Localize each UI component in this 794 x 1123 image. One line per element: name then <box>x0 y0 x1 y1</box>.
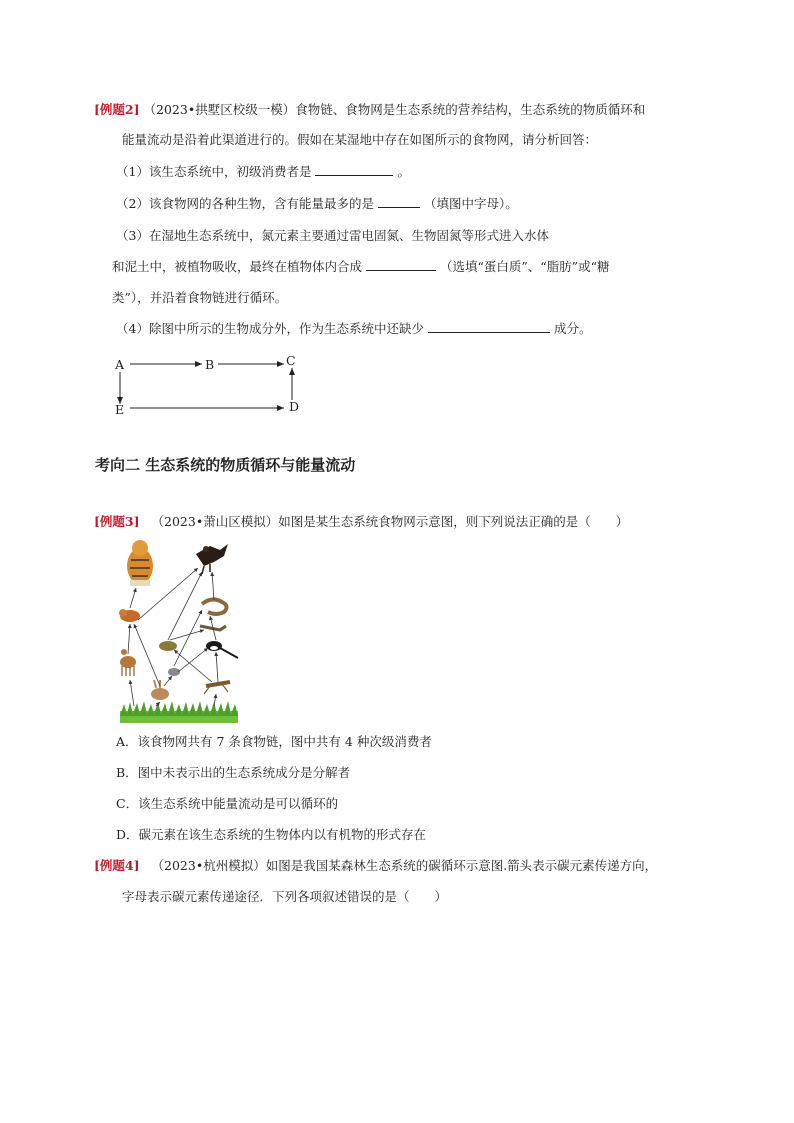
node-a: A <box>115 357 125 372</box>
question-2-text: （2）该食物网的各种生物，含有能量最多的是 <box>116 196 374 211</box>
grass-icon <box>120 701 238 723</box>
grasshopper-icon <box>204 682 230 694</box>
example-3-line-1 <box>94 513 628 531</box>
example-4-stem-1: （2023•杭州模拟）如图是我国某森林生态系统的碳循环示意图.箭头表示碳元素传递方向， <box>151 858 658 873</box>
option-d: D．碳元素在该生态系统的生物体内以有机物的形式存在 <box>116 827 427 842</box>
example-3-stem: （2023•萧山区模拟）如图是某生态系统食物网示意图，则下列说法正确的是（ ） <box>151 514 629 529</box>
example-2-line-1 <box>94 101 645 119</box>
node-e: E <box>115 402 125 417</box>
section-heading: 考向二 生态系统的物质循环与能量流动 <box>95 456 356 474</box>
example-2-stem-1: （2023•拱墅区校级一模）食物链、食物网是生态系统的营养结构，生态系统的物质循环和 <box>143 102 646 117</box>
eagle-icon <box>196 544 228 574</box>
example-4-line-1 <box>94 857 657 875</box>
example-2-line-2 <box>122 131 597 149</box>
question-1-blank <box>315 163 393 176</box>
option-b: B．图中未表示出的生态系统成分是分解者 <box>116 765 351 780</box>
frog-icon <box>159 641 177 651</box>
question-3-text-4: 类”），并沿着食物链进行循环。 <box>112 290 288 305</box>
option-a: A．该食物网共有 7 条食物链，图中共有 4 种次级消费者 <box>116 734 432 749</box>
question-3-text-1: （3）在湿地生态系统中，氮元素主要通过雷电固氮、生物固氮等形式进入水体 <box>116 228 549 243</box>
example-4-line-2 <box>122 888 447 906</box>
example-2-stem-2: 能量流动是沿着此渠道进行的。假如在某湿地中存在如图所示的食物网，请分析回答： <box>122 132 598 147</box>
question-4 <box>116 320 591 338</box>
question-1-text: （1）该生态系统中，初级消费者是 <box>116 164 312 179</box>
question-3-text-2: 和泥土中，被植物吸收，最终在植物体内合成 <box>112 259 363 274</box>
magpie-icon <box>206 641 238 658</box>
question-1-end: 。 <box>397 164 410 179</box>
node-c: C <box>286 353 296 368</box>
node-b: B <box>205 357 215 372</box>
question-3-cont <box>112 258 609 276</box>
question-2 <box>116 195 518 213</box>
food-web-illustration <box>118 536 242 726</box>
question-3-cont-2 <box>112 289 287 307</box>
question-4-end: 成分。 <box>553 321 592 336</box>
question-1 <box>116 163 410 181</box>
snake-icon <box>202 599 227 614</box>
option-c: C．该生态系统中能量流动是可以循环的 <box>116 796 339 811</box>
example-4-tag: [例题4] <box>94 858 140 873</box>
question-3-blank <box>366 258 436 271</box>
tiger-icon <box>127 540 153 586</box>
question-4-blank <box>428 320 550 333</box>
fox-icon <box>119 609 140 622</box>
question-3 <box>116 227 549 245</box>
question-2-end: （填图中字母）。 <box>423 196 518 211</box>
node-d: D <box>289 399 300 414</box>
question-4-text: （4）除图中所示的生物成分外，作为生态系统中还缺少 <box>116 321 424 336</box>
example-4-stem-2: 字母表示碳元素传递途径．下列各项叙述错误的是（ ） <box>122 889 448 904</box>
example-3-tag: [例题3] <box>94 514 140 529</box>
question-3-text-3: （选填“蛋白质”、“脂肪”或“糖 <box>440 259 610 274</box>
question-2-blank <box>378 195 420 208</box>
example-2-tag: [例题2] <box>94 102 140 117</box>
